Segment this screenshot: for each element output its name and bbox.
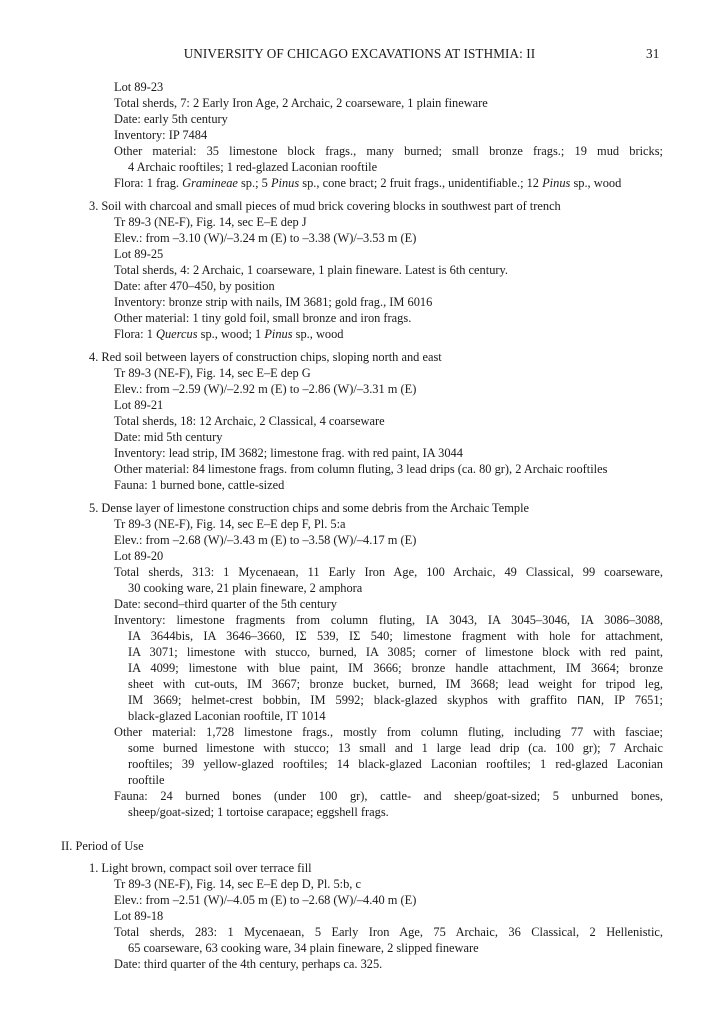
inventory-cont bbox=[128, 692, 663, 709]
inventory-cont: IA 4099; limestone with blue paint, IM 3666; bronze handle attachment, IM 3664; bronze bbox=[128, 661, 663, 675]
other-material-line: Other material: 35 limestone block frags., many burned; small bronze frags.; 19 mud bricks; bbox=[114, 144, 663, 158]
elevation-line: Elev.: from –2.68 (W)/–3.43 m (E) to –3.58 (W)/–4.17 m (E) bbox=[114, 533, 417, 547]
sherds-line: Total sherds, 18: 12 Archaic, 2 Classical, 4 coarseware bbox=[114, 414, 385, 428]
flora-text: sp., wood; 1 bbox=[197, 327, 265, 341]
flora-label: Flora: 1 frag. bbox=[114, 176, 183, 190]
other-material-cont: some burned limestone with stucco; 13 small and 1 large lead drip (ca. 100 gr); 7 Archaic bbox=[128, 741, 663, 755]
other-material-line: Other material: 1 tiny gold foil, small bronze and iron frags. bbox=[114, 311, 412, 325]
elevation-line: Elev.: from –2.59 (W)/–2.92 m (E) to –2.86 (W)/–3.31 m (E) bbox=[114, 382, 417, 396]
lot-line: Lot 89-20 bbox=[114, 549, 164, 563]
flora-line bbox=[114, 326, 344, 342]
sherds-line: Total sherds, 4: 2 Archaic, 1 coarseware, 1 plain fineware. Latest is 6th century. bbox=[114, 263, 508, 277]
date-line: Date: after 470–450, by position bbox=[114, 279, 275, 293]
sherds-line: Total sherds, 7: 2 Early Iron Age, 2 Archaic, 2 coarseware, 1 plain fineware bbox=[114, 96, 488, 110]
running-title: UNIVERSITY OF CHICAGO EXCAVATIONS AT ISTHMIA: II bbox=[183, 46, 536, 61]
sherds-cont: 30 cooking ware, 21 plain fineware, 2 amphora bbox=[128, 581, 363, 595]
other-material-cont: rooftile bbox=[128, 773, 165, 787]
running-header bbox=[0, 46, 719, 66]
lot-line: Lot 89-25 bbox=[114, 247, 164, 261]
fauna-line: Fauna: 24 burned bones (under 100 gr), cattle- and sheep/goat-sized; 5 unburned bones, bbox=[114, 789, 663, 803]
date-line: Date: early 5th century bbox=[114, 112, 228, 126]
inventory-text: IM 3669; helmet-crest bobbin, IM 5992; black-glazed skyphos with graffito bbox=[128, 693, 577, 707]
inventory-text: , IP 7651; bbox=[600, 693, 663, 707]
graffito-text: ΠΑΝ bbox=[576, 694, 601, 707]
taxon-pinus: Pinus bbox=[270, 176, 300, 190]
other-material-line: Other material: 84 limestone frags. from column fluting, 3 lead drips (ca. 80 gr), 2 Archaic rooftiles bbox=[114, 462, 608, 476]
sherds-line: Total sherds, 313: 1 Mycenaean, 11 Early Iron Age, 100 Archaic, 49 Classical, 99 coarseware, bbox=[114, 565, 663, 579]
fauna-cont: sheep/goat-sized; 1 tortoise carapace; eggshell frags. bbox=[128, 805, 389, 819]
other-material-line: Other material: 1,728 limestone frags., mostly from column fluting, including 77 with fasciae; bbox=[114, 725, 663, 739]
item-heading: 3. Soil with charcoal and small pieces of mud brick covering blocks in southwest part of trench bbox=[89, 199, 561, 213]
date-line: Date: mid 5th century bbox=[114, 430, 223, 444]
sherds-line: Total sherds, 283: 1 Mycenaean, 5 Early Iron Age, 75 Archaic, 36 Classical, 2 Hellenistic, bbox=[114, 925, 663, 939]
lot-line: Lot 89-23 bbox=[114, 80, 164, 94]
flora-label: Flora: 1 bbox=[114, 327, 156, 341]
trench-line: Tr 89-3 (NE-F), Fig. 14, sec E–E dep G bbox=[114, 366, 311, 380]
item-heading: 5. Dense layer of limestone construction chips and some debris from the Archaic Temple bbox=[89, 501, 530, 515]
sherds-cont: 65 coarseware, 63 cooking ware, 34 plain fineware, 2 slipped fineware bbox=[128, 941, 479, 955]
taxon-pinus: Pinus bbox=[542, 176, 571, 190]
inventory-cont: IA 3071; limestone with stucco, burned, IA 3085; corner of limestone block with red paint, bbox=[128, 645, 663, 659]
date-line: Date: third quarter of the 4th century, perhaps ca. 325. bbox=[114, 957, 383, 971]
inventory-line: Inventory: IP 7484 bbox=[114, 128, 208, 142]
lot-line: Lot 89-21 bbox=[114, 398, 164, 412]
inventory-line: Inventory: limestone fragments from column fluting, IA 3043, IA 3045–3046, IA 3086–3088, bbox=[114, 613, 663, 627]
item-heading: 1. Light brown, compact soil over terrace fill bbox=[89, 861, 312, 875]
date-line: Date: second–third quarter of the 5th century bbox=[114, 597, 337, 611]
trench-line: Tr 89-3 (NE-F), Fig. 14, sec E–E dep D, Pl. 5:b, c bbox=[114, 877, 361, 891]
inventory-cont: IA 3644bis, IA 3646–3660, IΣ 539, IΣ 540; limestone fragment with hole for attachment, bbox=[128, 629, 663, 643]
elevation-line: Elev.: from –3.10 (W)/–3.24 m (E) to –3.38 (W)/–3.53 m (E) bbox=[114, 231, 417, 245]
flora-text: sp., wood bbox=[570, 176, 622, 190]
item-heading: 4. Red soil between layers of construction chips, sloping north and east bbox=[89, 350, 442, 364]
page-number: 31 bbox=[646, 46, 660, 61]
trench-line: Tr 89-3 (NE-F), Fig. 14, sec E–E dep F, Pl. 5:a bbox=[114, 517, 346, 531]
inventory-cont: black-glazed Laconian rooftile, IT 1014 bbox=[128, 709, 326, 723]
lot-line: Lot 89-18 bbox=[114, 909, 164, 923]
flora-text: sp., wood bbox=[292, 327, 344, 341]
taxon-gramineae: Gramineae bbox=[182, 176, 238, 190]
fauna-line: Fauna: 1 burned bone, cattle-sized bbox=[114, 478, 285, 492]
other-material-cont: rooftiles; 39 yellow-glazed rooftiles; 14 black-glazed Laconian rooftiles; 1 red-glazed Laconian bbox=[128, 757, 663, 771]
inventory-line: Inventory: lead strip, IM 3682; limestone frag. with red paint, IA 3044 bbox=[114, 446, 463, 460]
elevation-line: Elev.: from –2.51 (W)/–4.05 m (E) to –2.68 (W)/–4.40 m (E) bbox=[114, 893, 417, 907]
inventory-cont: sheet with cut-outs, IM 3667; bronze bucket, burned, IM 3668; lead weight for tripod leg, bbox=[128, 677, 663, 691]
section-heading: II. Period of Use bbox=[61, 839, 144, 853]
inventory-line: Inventory: bronze strip with nails, IM 3681; gold frag., IM 6016 bbox=[114, 295, 433, 309]
taxon-pinus: Pinus bbox=[264, 327, 293, 341]
flora-line bbox=[114, 175, 621, 191]
flora-text: sp., cone bract; 2 fruit frags., unidentifiable.; 12 bbox=[299, 176, 543, 190]
flora-text: sp.; 5 bbox=[237, 176, 271, 190]
other-material-cont: 4 Archaic rooftiles; 1 red-glazed Laconian rooftile bbox=[128, 160, 378, 174]
trench-line: Tr 89-3 (NE-F), Fig. 14, sec E–E dep J bbox=[114, 215, 307, 229]
taxon-quercus: Quercus bbox=[156, 327, 198, 341]
